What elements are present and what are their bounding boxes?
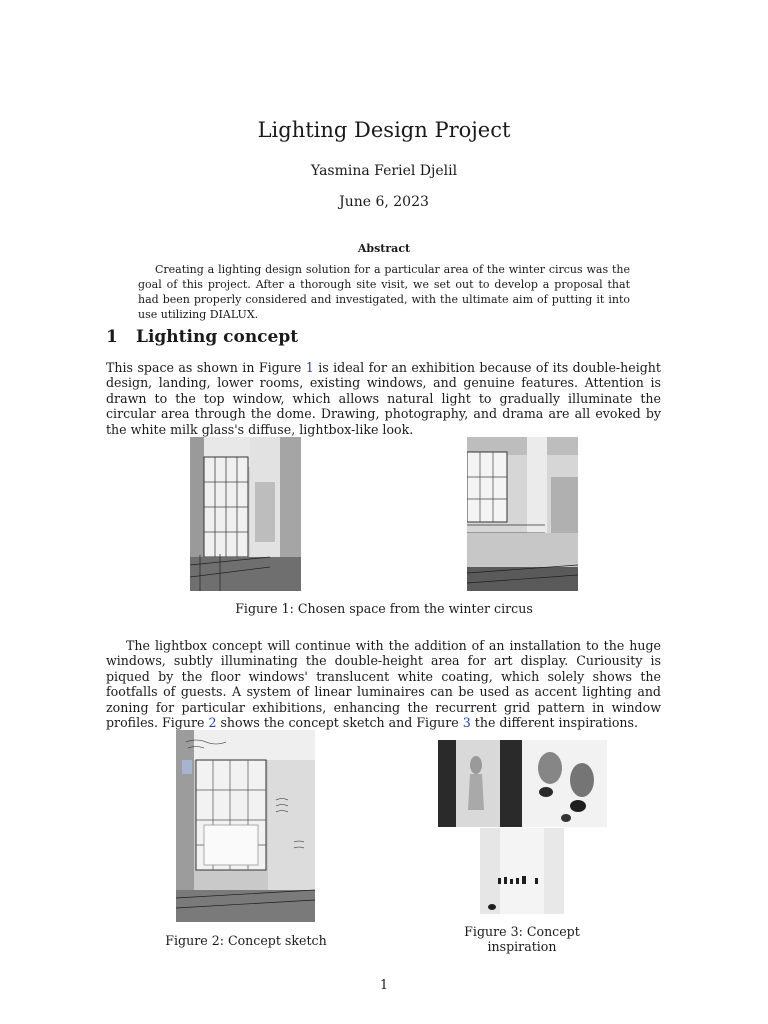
paper-title: Lighting Design Project (257, 118, 511, 142)
publication-date: June 6, 2023 (339, 194, 429, 210)
section-title: Lighting concept (136, 327, 299, 347)
paragraph-text: This space as shown in Figure (106, 360, 306, 375)
figure-3-caption: Figure 3: Concept inspiration (464, 924, 580, 954)
paragraph-text: shows the concept sketch and Figure (216, 715, 463, 731)
paragraph-2 (106, 638, 661, 730)
page-number: 1 (379, 977, 388, 992)
section-heading (106, 327, 298, 347)
figure-2-caption: Figure 2: Concept sketch (165, 933, 327, 948)
figure-3-image-footprints (522, 740, 607, 827)
figure-3-link[interactable]: 3 (462, 715, 471, 731)
paragraph-text: The lightbox concept will continue with the addition of an installation to the huge windows, subtly illuminating the double-height area for art display. Curiousity is piqued by the floor windows' translucent white coating, which solely shows the footfalls of guests. A system of linear luminaires can be used as accent lighting and zoning for particular exhibitions, enhancing the recurrent grid pattern in window profiles. Figure (106, 638, 661, 731)
author-name: Yasmina Feriel Djelil (310, 163, 458, 179)
figure-2-link[interactable]: 2 (208, 715, 217, 731)
paragraph-1 (106, 360, 661, 437)
figure-3-image-white-room (480, 828, 564, 914)
section-number: 1 (106, 327, 118, 347)
figure-1-photo-left (190, 437, 301, 591)
figure-1-photo-right (467, 437, 578, 591)
abstract-heading: Abstract (357, 242, 411, 255)
figure-1-caption: Figure 1: Chosen space from the winter circus (235, 601, 533, 616)
abstract-text: Creating a lighting design solution for a particular area of the winter circus was the goal of this project. After a thorough site visit, we set out to develop a proposal that had been properly considered and investigated, with the ultimate aim of putting it into use utilizing DIALUX. (138, 263, 630, 321)
paragraph-text: is ideal for an exhibition because of its double-height design, landing, lower rooms, existing windows, and genuine features. Attention is drawn to the top window, which allows natural light to gradually illuminate the circular area through the dome. Drawing, photography, and drama are all evoked by the white milk glass's diffuse, lightbox-like look. (106, 360, 661, 437)
paragraph-text: the different inspirations. (470, 715, 639, 731)
figure-2-sketch (176, 730, 315, 922)
figure-1-link[interactable]: 1 (305, 360, 314, 375)
figure-3-image-silhouette (438, 740, 522, 827)
